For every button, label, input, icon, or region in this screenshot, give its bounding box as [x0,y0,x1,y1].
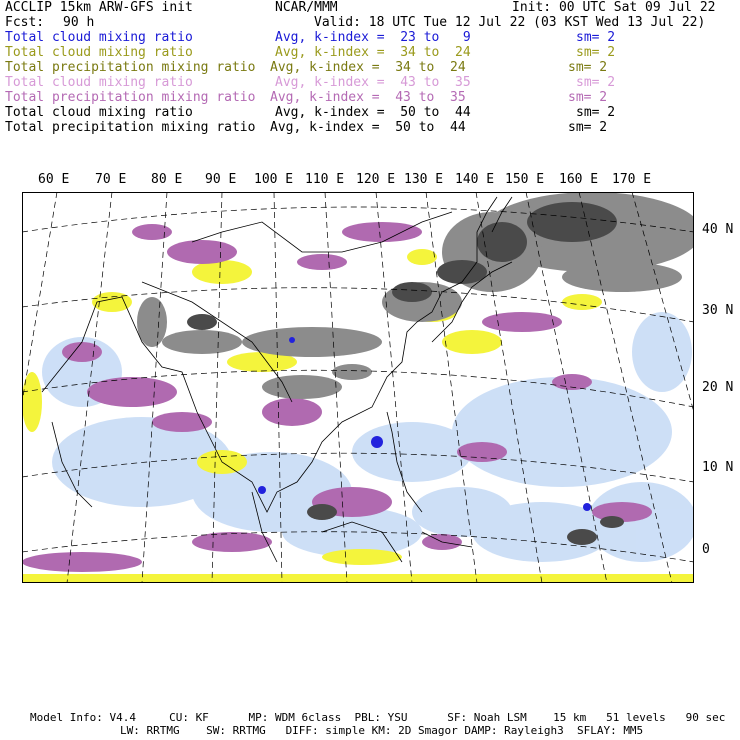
legend-range: Avg, k-index = 43 to 35 [270,90,466,105]
legend-field: Total precipitation mixing ratio [5,120,256,135]
lat-label: 10 N [702,460,734,475]
legend-field: Total cloud mixing ratio [5,45,193,60]
legend-field: Total cloud mixing ratio [5,105,193,120]
lon-label: 100 E [254,172,294,187]
lon-label: 170 E [612,172,652,187]
lon-label: 70 E [95,172,127,187]
legend-smoothing: sm= 2 [576,75,616,90]
legend-range: Avg, k-index = 43 to 35 [275,75,471,90]
legend-field: Total precipitation mixing ratio [5,90,256,105]
institution-label: NCAR/MMM [275,0,338,15]
model-info-line1: Model Info: V4.4 CU: KF MP: WDM 6class PBL: YSU SF: Noah LSM 15 km 51 levels 90 sec [30,711,726,724]
legend-range: Avg, k-index = 50 to 44 [270,120,466,135]
legend-smoothing: sm= 2 [568,60,608,75]
model-info-line2: LW: RRTMG SW: RRTMG DIFF: simple KM: 2D Smagor DAMP: Rayleigh3 SFLAY: MM5 [120,724,644,737]
forecast-label: Fcst: [5,15,45,30]
lat-label: 30 N [702,303,734,318]
lat-label: 40 N [702,222,734,237]
lon-label: 160 E [559,172,599,187]
lat-label: 0 [702,542,710,557]
legend-range: Avg, k-index = 34 to 24 [275,45,471,60]
legend-smoothing: sm= 2 [568,90,608,105]
legend-range: Avg, k-index = 34 to 24 [270,60,466,75]
legend-field: Total cloud mixing ratio [5,30,193,45]
lon-label: 120 E [356,172,396,187]
legend-field: Total precipitation mixing ratio [5,60,256,75]
lon-label: 60 E [38,172,70,187]
legend-smoothing: sm= 2 [576,45,616,60]
lon-label: 130 E [404,172,444,187]
lon-label: 110 E [305,172,345,187]
plot-title: ACCLIP 15km ARW-GFS init [5,0,193,15]
lon-label: 150 E [505,172,545,187]
legend-smoothing: sm= 2 [576,30,616,45]
lon-label: 140 E [455,172,495,187]
init-time: Init: 00 UTC Sat 09 Jul 22 [512,0,716,15]
legend-field: Total cloud mixing ratio [5,75,193,90]
forecast-hours: 90 h [63,15,95,30]
lon-label: 90 E [205,172,237,187]
legend-smoothing: sm= 2 [576,105,616,120]
lat-label: 20 N [702,380,734,395]
lon-label: 80 E [151,172,183,187]
valid-time: Valid: 18 UTC Tue 12 Jul 22 (03 KST Wed 13 Jul 22) [314,15,706,30]
legend-smoothing: sm= 2 [568,120,608,135]
map-panel [22,192,694,583]
legend-range: Avg, k-index = 50 to 44 [275,105,471,120]
legend-range: Avg, k-index = 23 to 9 [275,30,471,45]
